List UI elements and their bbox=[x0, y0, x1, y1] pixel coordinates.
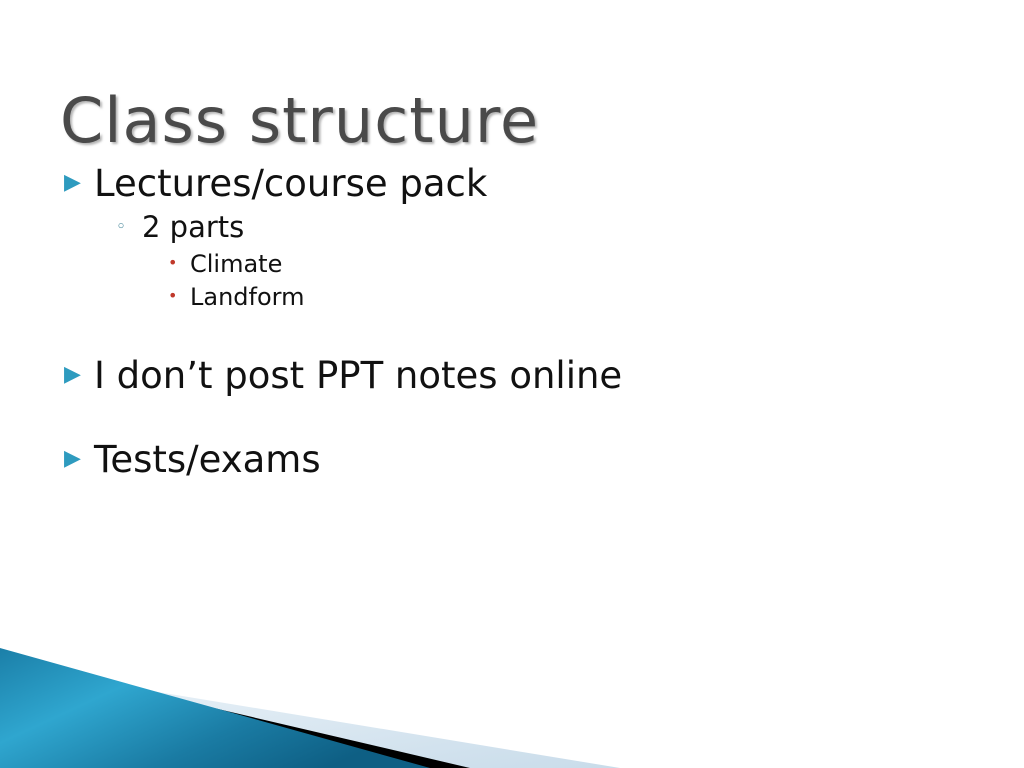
slide-body-list bbox=[64, 160, 944, 485]
list-item-label: Climate bbox=[190, 250, 283, 279]
list-item bbox=[116, 209, 944, 247]
list-spacer bbox=[64, 402, 944, 436]
triangle-right-bullet-icon: ▶ bbox=[64, 170, 81, 195]
list-item bbox=[168, 249, 944, 281]
list-item-label: Landform bbox=[190, 282, 305, 311]
list-item bbox=[64, 436, 944, 483]
small-dot-bullet-icon: • bbox=[168, 253, 178, 273]
list-item-label: I don’t post PPT notes online bbox=[94, 354, 623, 398]
list-item bbox=[64, 352, 944, 399]
page-title: Class structure bbox=[60, 83, 540, 157]
list-item bbox=[64, 160, 944, 207]
list-item-label: Lectures/course pack bbox=[94, 162, 488, 205]
list-item bbox=[168, 282, 944, 314]
list-item-label: 2 parts bbox=[142, 210, 245, 245]
decorative-corner-graphic bbox=[0, 628, 620, 768]
small-dot-bullet-icon: • bbox=[168, 285, 178, 305]
triangle-right-bullet-icon: ▶ bbox=[64, 445, 81, 471]
triangle-right-bullet-icon: ▶ bbox=[64, 362, 81, 388]
list-spacer bbox=[64, 314, 944, 352]
circle-outline-bullet-icon: ◦ bbox=[116, 217, 127, 238]
list-item-label: Tests/exams bbox=[94, 437, 321, 481]
